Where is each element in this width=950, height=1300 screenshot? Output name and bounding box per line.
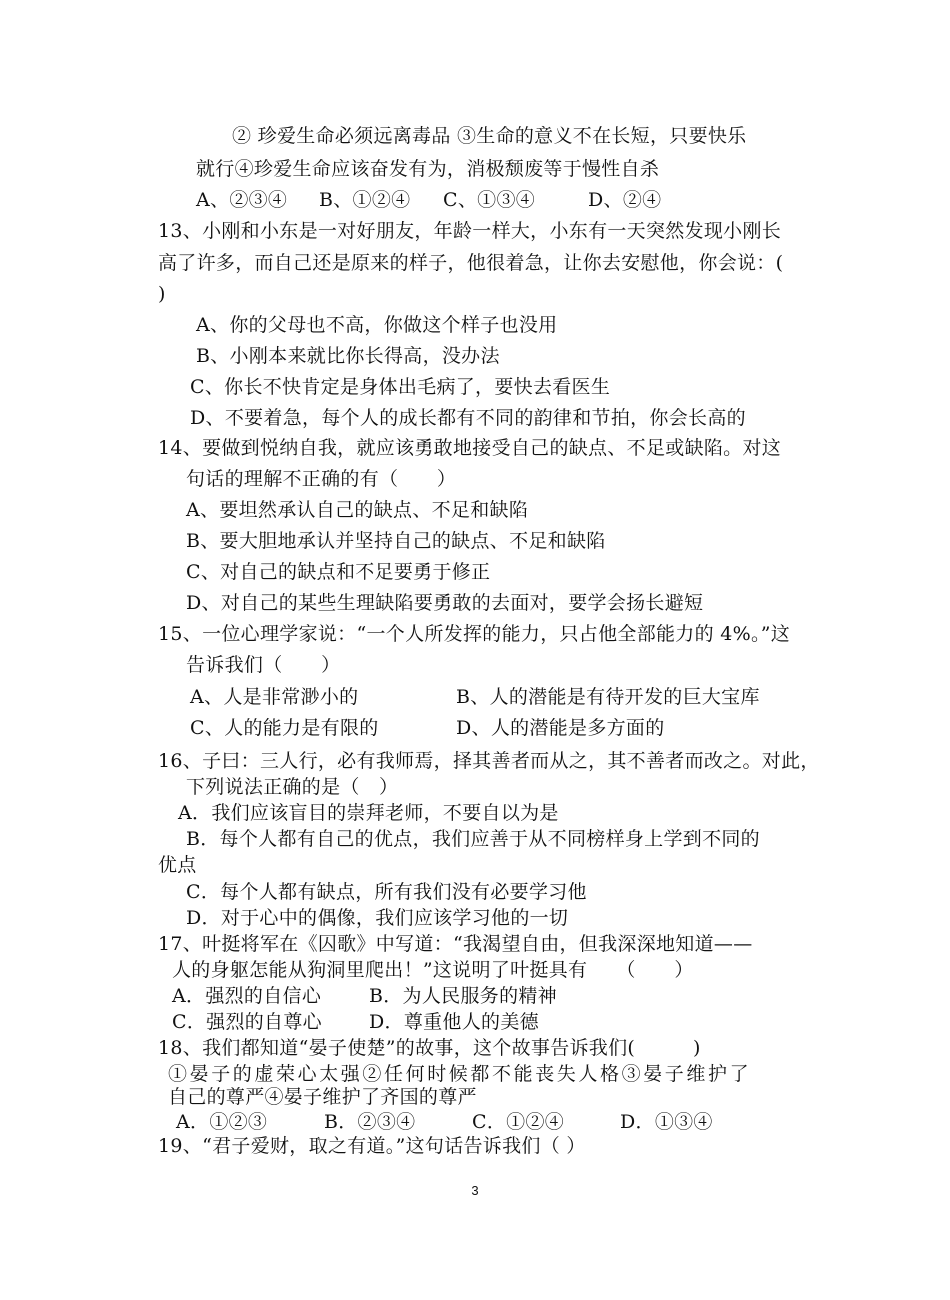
q18-stem-line-3: 自己的尊严④晏子维护了齐国的尊严 xyxy=(168,1086,477,1108)
q15-option-b: B、人的潜能是有待开发的巨大宝库 xyxy=(456,686,760,708)
q13-option-b: B、小刚本来就比你长得高，没办法 xyxy=(196,345,500,367)
q14-option-c: C、对自己的缺点和不足要勇于修正 xyxy=(186,561,491,583)
q17-options-row-1 xyxy=(172,984,557,1008)
q17-option-b: B．为人民服务的精神 xyxy=(369,985,557,1007)
q13-option-c: C、你长不快肯定是身体出毛病了，要快去看医生 xyxy=(190,376,611,398)
q14-option-d: D、对自己的某些生理缺陷要勇敢的去面对，要学会扬长避短 xyxy=(186,592,704,614)
q18-stem-line-2: ①晏子的虚荣心太强②任何时候都不能丧失人格③晏子维护了 xyxy=(168,1063,752,1085)
q12-text-line-2: 就行④珍爱生命应该奋发有为，消极颓废等于慢性自杀 xyxy=(196,158,660,180)
q16-option-b-line-1: B．每个人都有自己的优点，我们应善于从不同榜样身上学到不同的 xyxy=(186,828,760,850)
q15-option-d: D、人的潜能是多方面的 xyxy=(456,717,665,739)
q12-text-line-1: ② 珍爱生命必须远离毒品 ③生命的意义不在长短，只要快乐 xyxy=(232,125,747,147)
q15-options-row-1 xyxy=(190,685,760,709)
q18-stem-line-1: 18、我们都知道“晏子使楚”的故事，这个故事告诉我们( ) xyxy=(158,1037,701,1059)
q12-option-d: D、②④ xyxy=(588,189,662,211)
q13-stem-line-3: ) xyxy=(158,283,166,305)
q18-options xyxy=(176,1110,713,1134)
q14-stem-line-2: 句话的理解不正确的有（ ） xyxy=(186,468,457,490)
q12-option-a: A、②③④ xyxy=(196,189,288,211)
q15-options-row-2 xyxy=(190,716,665,740)
q13-option-d: D、不要着急，每个人的成长都有不同的韵律和节拍，你会长高的 xyxy=(190,407,746,429)
q17-option-c: C．强烈的自尊心 xyxy=(172,1011,322,1033)
q12-option-b: B、①②④ xyxy=(319,189,411,211)
q12-option-c: C、①③④ xyxy=(443,189,536,211)
q16-option-a: A．我们应该盲目的崇拜老师，不要自以为是 xyxy=(178,802,559,824)
q16-option-d: D．对于心中的偶像，我们应该学习他的一切 xyxy=(186,907,569,929)
q17-stem-line-1: 17、叶挺将军在《囚歌》中写道：“我渴望自由，但我深深地知道—— xyxy=(158,933,753,955)
q18-option-d: D．①③④ xyxy=(620,1111,713,1133)
q13-option-a: A、你的父母也不高，你做这个样子也没用 xyxy=(196,314,558,336)
q18-option-a: A．①②③ xyxy=(176,1111,268,1133)
q17-options-row-2 xyxy=(172,1010,539,1034)
q17-option-a: A．强烈的自信心 xyxy=(172,985,322,1007)
q16-option-c: C．每个人都有缺点，所有我们没有必要学习他 xyxy=(186,881,587,903)
q15-stem-line-2: 告诉我们（ ） xyxy=(186,654,341,676)
q18-option-b: B．②③④ xyxy=(324,1111,416,1133)
q14-stem-line-1: 14、要做到悦纳自我，就应该勇敢地接受自己的缺点、不足或缺陷。对这 xyxy=(158,437,782,459)
q15-option-a: A、人是非常渺小的 xyxy=(190,686,359,708)
q13-stem-line-1: 13、小刚和小东是一对好朋友，年龄一样大，小东有一天突然发现小刚长 xyxy=(158,220,782,242)
q14-option-b: B、要大胆地承认并坚持自己的缺点、不足和缺陷 xyxy=(186,530,606,552)
q16-stem-line-1: 16、子曰：三人行，必有我师焉，择其善者而从之，其不善者而改之。对此， xyxy=(158,750,820,772)
q17-stem-line-2: 人的身躯怎能从狗洞里爬出！”这说明了叶挺具有 （ ） xyxy=(172,959,694,981)
page-number: 3 xyxy=(471,1183,479,1198)
q14-option-a: A、要坦然承认自己的缺点、不足和缺陷 xyxy=(186,499,529,521)
q15-option-c: C、人的能力是有限的 xyxy=(190,717,379,739)
q18-option-c: C．①②④ xyxy=(472,1111,565,1133)
q16-option-b-line-2: 优点 xyxy=(158,854,197,876)
q17-option-d: D．尊重他人的美德 xyxy=(369,1011,539,1033)
q19-stem-line-1: 19、“君子爱财，取之有道。”这句话告诉我们（ ） xyxy=(158,1135,586,1157)
q16-stem-line-2: 下列说法正确的是（ ） xyxy=(186,776,399,798)
q12-options xyxy=(196,188,661,212)
q15-stem-line-1: 15、一位心理学家说：“一个人所发挥的能力，只占他全部能力的 4%。”这 xyxy=(158,623,791,645)
q13-stem-line-2: 高了许多，而自己还是原来的样子，他很着急，让你去安慰他，你会说：( xyxy=(158,252,784,274)
